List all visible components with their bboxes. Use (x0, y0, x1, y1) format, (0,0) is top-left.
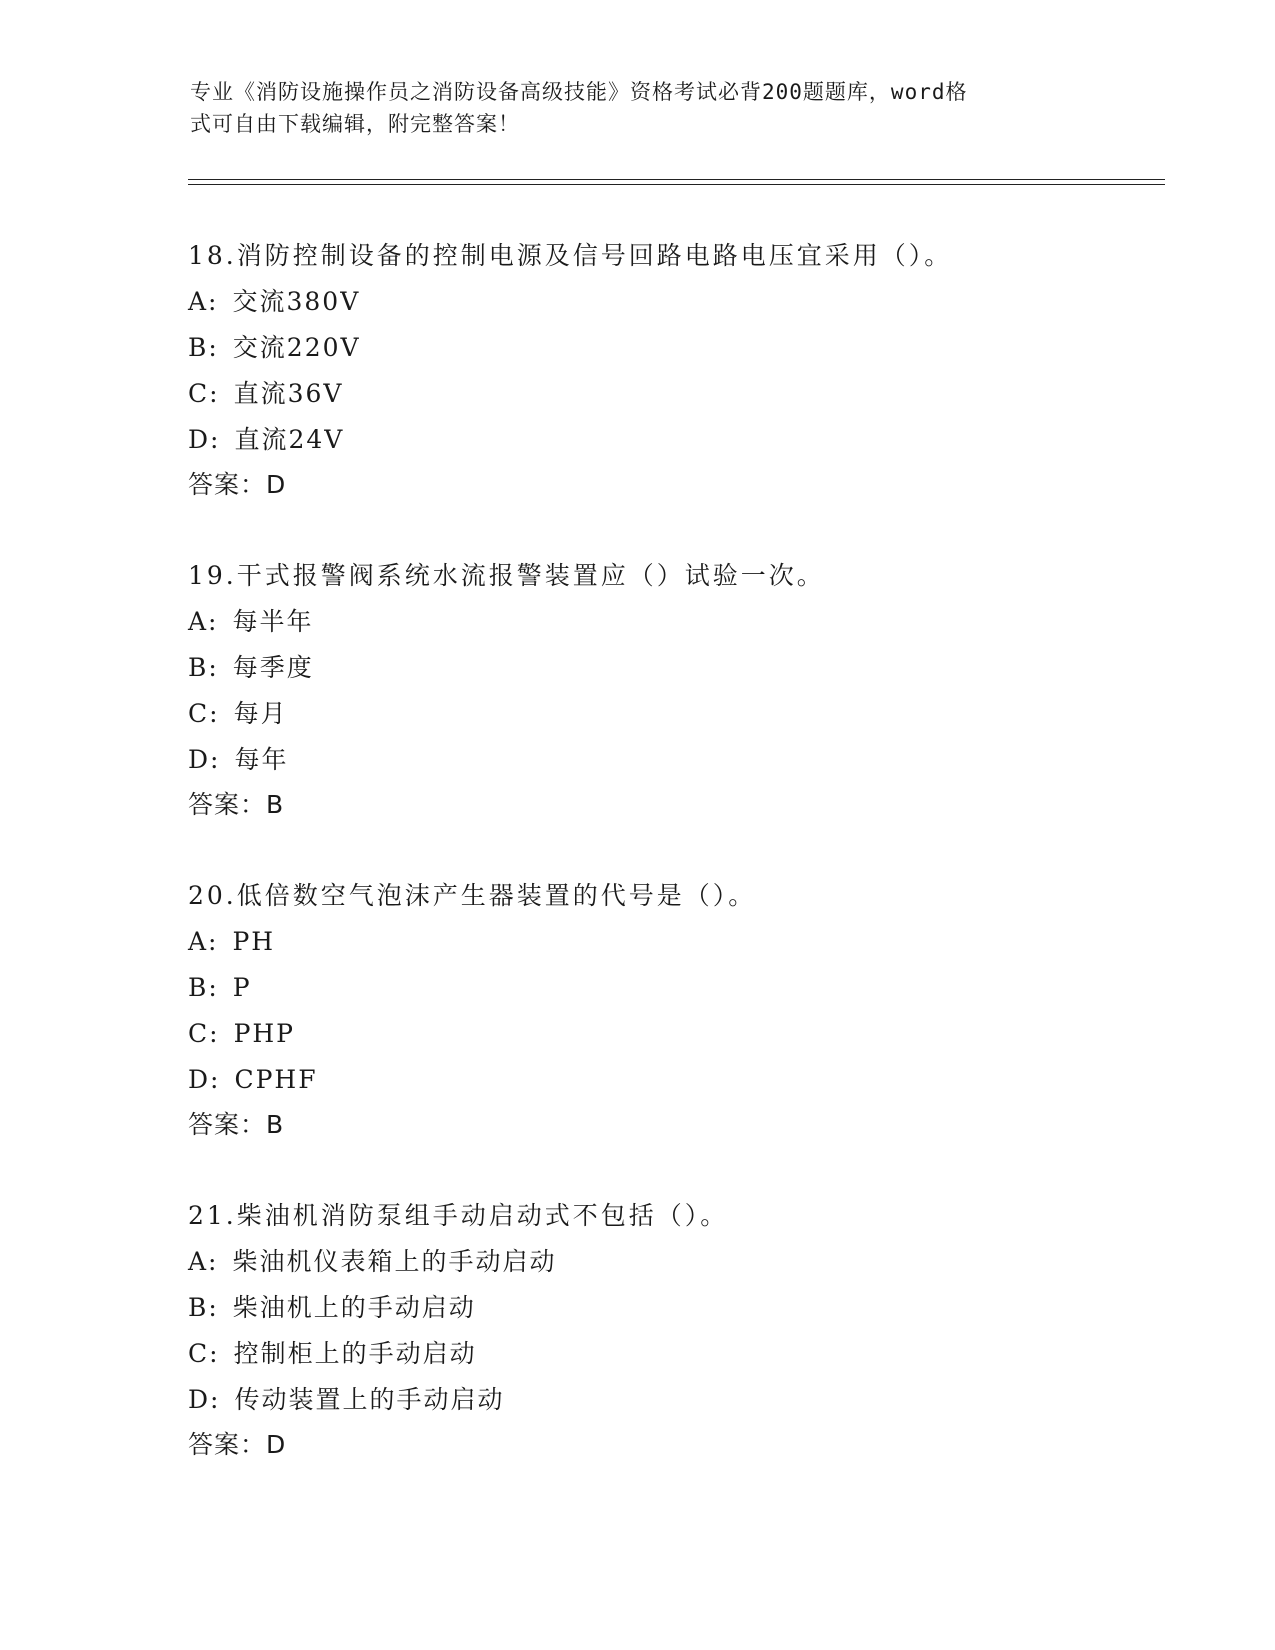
header-divider-top (188, 179, 1165, 180)
option-text: 每季度 (232, 653, 314, 682)
option-letter: B: (188, 973, 219, 1002)
answer-line: 答案：D (188, 470, 287, 499)
option-text: 交流220V (232, 333, 361, 362)
question-stem: 18.消防控制设备的控制电源及信号回路电路电压宜采用（）。 (188, 241, 953, 270)
option-letter: C: (188, 379, 220, 408)
option-letter: A: (188, 607, 219, 636)
option-letter: C: (188, 1339, 220, 1368)
option-text: 直流24V (234, 425, 345, 454)
header-line-2: 式可自由下载编辑，附完整答案！ (190, 112, 520, 136)
option-letter: A: (188, 1247, 219, 1276)
answer-line: 答案：B (188, 1110, 285, 1139)
option-letter: D: (188, 425, 221, 454)
option-letter: D: (188, 1385, 221, 1414)
option-text: 传动装置上的手动启动 (234, 1385, 505, 1414)
option-d (188, 1060, 318, 1100)
option-text: 控制柜上的手动启动 (233, 1339, 477, 1368)
option-a (188, 922, 275, 962)
question-stem: 19.干式报警阀系统水流报警装置应（）试验一次。 (188, 561, 825, 590)
option-text: 交流380V (232, 287, 361, 316)
option-text: 每年 (234, 745, 289, 774)
option-a (188, 282, 360, 322)
option-a (188, 1242, 557, 1282)
option-d (188, 1380, 504, 1420)
option-letter: A: (188, 287, 219, 316)
option-text: 柴油机上的手动启动 (232, 1293, 476, 1322)
option-letter: B: (188, 1293, 219, 1322)
option-text: 每月 (233, 699, 288, 728)
option-d (188, 740, 288, 780)
option-text: 直流36V (233, 379, 344, 408)
option-c (188, 374, 343, 414)
header-divider-bottom (188, 184, 1165, 185)
option-letter: B: (188, 653, 219, 682)
question-21 (188, 1196, 1168, 1516)
option-b (188, 648, 314, 688)
document-header (190, 76, 1070, 140)
question-20 (188, 876, 1168, 1196)
option-c (188, 694, 288, 734)
option-letter: D: (188, 745, 221, 774)
option-text: PH (232, 927, 276, 956)
question-stem: 21.柴油机消防泵组手动启动式不包括（）。 (188, 1201, 729, 1230)
option-b (188, 328, 361, 368)
option-text: PHP (233, 1019, 296, 1048)
option-text: 柴油机仪表箱上的手动启动 (232, 1247, 557, 1276)
option-a (188, 602, 314, 642)
option-c (188, 1334, 477, 1374)
question-stem: 20.低倍数空气泡沫产生器装置的代号是（）。 (188, 881, 757, 910)
option-text: 每半年 (232, 607, 314, 636)
option-letter: B: (188, 333, 219, 362)
option-letter: D: (188, 1065, 221, 1094)
option-text: P (232, 973, 252, 1002)
option-letter: A: (188, 927, 219, 956)
question-list (188, 236, 1168, 1516)
option-d (188, 420, 344, 460)
header-line-1: 专业《消防设施操作员之消防设备高级技能》资格考试必背200题题库，word格 (190, 80, 968, 104)
question-18 (188, 236, 1168, 556)
option-text: CPHF (234, 1065, 318, 1094)
option-b (188, 968, 252, 1008)
question-19 (188, 556, 1168, 876)
option-c (188, 1014, 295, 1054)
option-letter: C: (188, 699, 220, 728)
answer-line: 答案：D (188, 1430, 287, 1459)
option-b (188, 1288, 476, 1328)
option-letter: C: (188, 1019, 220, 1048)
answer-line: 答案：B (188, 790, 285, 819)
